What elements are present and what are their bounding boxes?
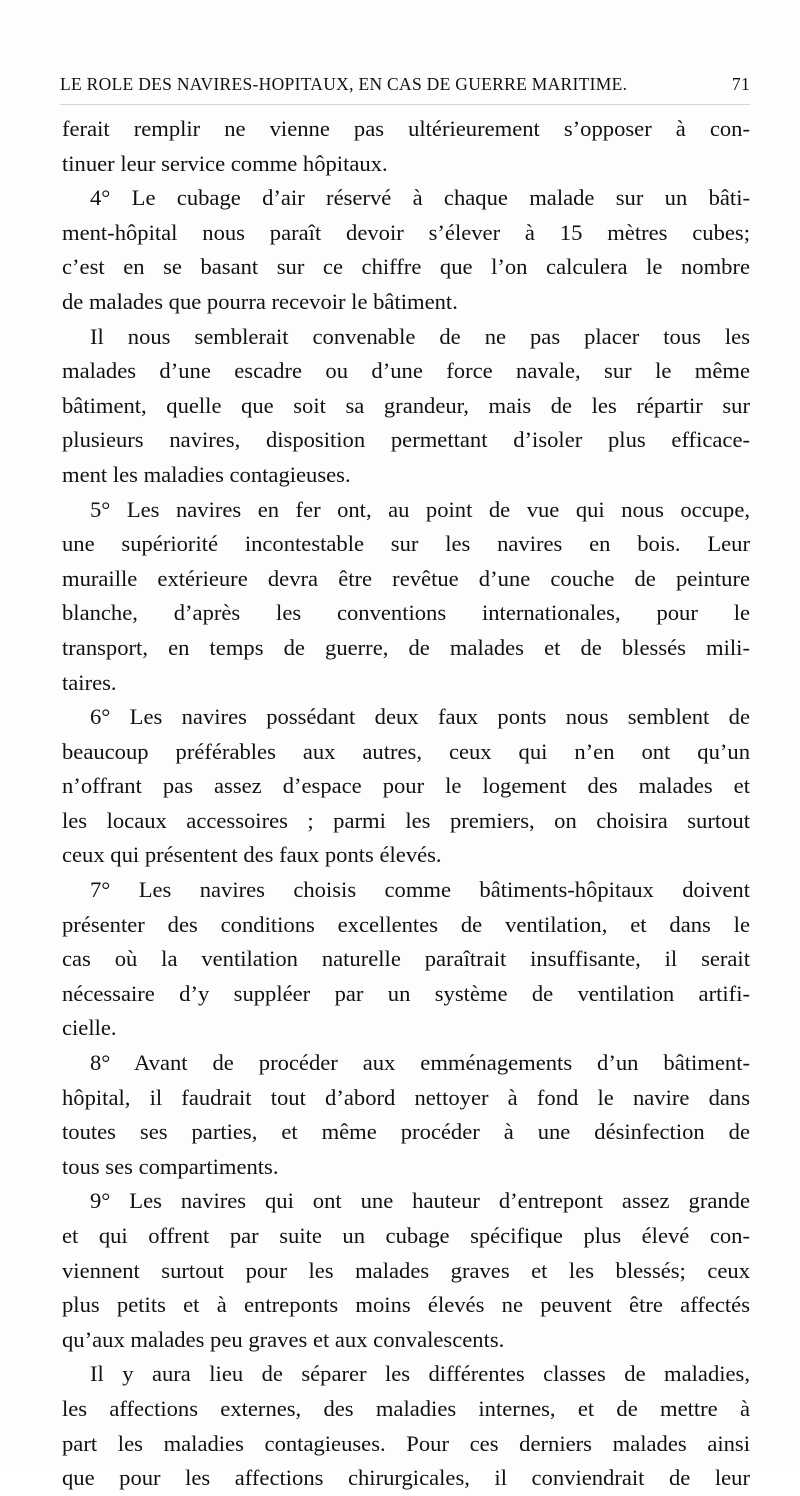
text-line: taires. (62, 669, 117, 695)
running-head (60, 70, 750, 98)
text-line: 7° Les navires choisis comme bâtiments-hôpitaux doivent (90, 877, 750, 903)
text-line: toutes ses parties, et même procéder à une désinfection de (62, 1119, 750, 1145)
text-line: Il y aura lieu de séparer les différentes classes de maladies, (90, 1361, 750, 1387)
text-line: tous ses compartiments. (62, 1153, 279, 1179)
text-line: 9° Les navires qui ont une hauteur d’entrepont assez grande (90, 1188, 750, 1214)
text-line: cielle. (62, 1015, 117, 1041)
text-line: malades d’une escadre ou d’une force navale, sur le même (62, 358, 750, 384)
text-line: présenter des conditions excellentes de ventilation, et dans le (62, 911, 750, 937)
text-line: ment les maladies contagieuses. (62, 461, 351, 487)
text-line: 5° Les navires en fer ont, au point de vue qui nous occupe, (90, 496, 750, 522)
text-line: c’est en se basant sur ce chiffre que l’on calculera le nombre (62, 254, 750, 280)
text-line: transport, en temps de guerre, de malades et de blessés mili- (62, 634, 750, 660)
text-line: les affections externes, des maladies internes, et de mettre à (62, 1395, 750, 1421)
text-line: ment-hôpital nous paraît devoir s’élever à 15 mètres cubes; (62, 219, 750, 245)
text-line: tinuer leur service comme hôpitaux. (62, 150, 388, 176)
text-line: bâtiment, quelle que soit sa grandeur, mais de les répartir sur (62, 392, 750, 418)
text-line: 6° Les navires possédant deux faux ponts nous semblent de (90, 704, 750, 730)
text-line: nécessaire d’y suppléer par un système de ventilation artifi- (62, 980, 750, 1006)
text-line: muraille extérieure devra être revêtue d’une couche de peinture (62, 565, 750, 591)
text-line: ferait remplir ne vienne pas ultérieurement s’opposer à con- (62, 116, 750, 141)
text-line: qu’aux malades peu graves et aux convalescents. (62, 1326, 505, 1352)
text-line: 4° Le cubage d’air réservé à chaque malade sur un bâti- (90, 185, 750, 211)
text-line: Il nous semblerait convenable de ne pas placer tous les (90, 323, 750, 349)
text-line: beaucoup préférables aux autres, ceux qui n’en ont qu’un (62, 738, 750, 764)
running-title: LE ROLE DES NAVIRES-HOPITAUX, EN CAS DE GUERRE MARITIME. (60, 74, 628, 94)
text-line: les locaux accessoires ; parmi les premiers, on choisira surtout (62, 807, 750, 833)
text-line: viennent surtout pour les malades graves et les blessés; ceux (62, 1257, 750, 1283)
text-line: et qui offrent par suite un cubage spécifique plus élevé con- (62, 1223, 750, 1248)
text-line: n’offrant pas assez d’espace pour le logement des malades et (62, 773, 750, 799)
text-line: cas où la ventilation naturelle paraîtrait insuffisante, il serait (62, 946, 750, 972)
text-line: part les maladies contagieuses. Pour ces derniers malades ainsi (62, 1430, 750, 1456)
text-line: que pour les affections chirurgicales, il conviendrait de leur (62, 1465, 750, 1491)
page-number: 71 (731, 74, 750, 94)
body-text (62, 112, 750, 1496)
text-line: ceux qui présentent des faux ponts élevés. (62, 842, 442, 868)
header-rule (60, 104, 750, 105)
text-line: une supériorité incontestable sur les navires en bois. Leur (62, 531, 750, 557)
text-line: hôpital, il faudrait tout d’abord nettoyer à fond le navire dans (62, 1084, 750, 1110)
text-line: de malades que pourra recevoir le bâtiment. (62, 288, 458, 314)
text-line: 8° Avant de procéder aux emménagements d’un bâtiment- (90, 1050, 750, 1076)
text-line: plus petits et à entreponts moins élevés ne peuvent être affectés (62, 1292, 750, 1318)
text-line: plusieurs navires, disposition permettant d’isoler plus efficace- (62, 427, 750, 453)
text-line: blanche, d’après les conventions internationales, pour le (62, 600, 750, 626)
